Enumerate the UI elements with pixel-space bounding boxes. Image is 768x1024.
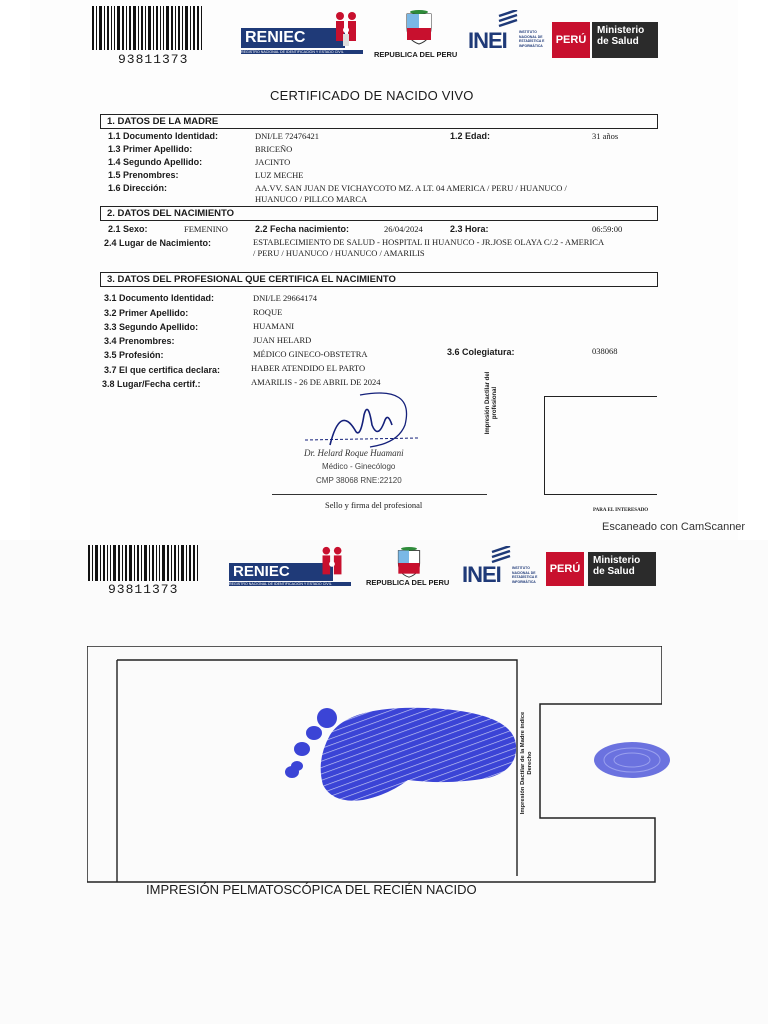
lugar-nacimiento-value-1: ESTABLECIMIENTO DE SALUD - HOSPITAL II HUANUCO - JR.JOSE OLAYA C/.2 - AMERICA (253, 237, 605, 247)
section-profesional-header: 3. DATOS DEL PROFESIONAL QUE CERTIFICA EL NACIMIENTO (100, 272, 658, 287)
prof-pren-value: JUAN HELARD (253, 335, 312, 345)
madre-doc-label: 1.1 Documento Identidad: (108, 131, 219, 141)
madre-ap1-value: BRICEÑO (255, 144, 293, 154)
reniec-logo (241, 10, 363, 58)
ministerio-de-salud: Ministerio de Salud (592, 22, 658, 58)
inei-logo: INEI (468, 28, 507, 53)
family-icon (317, 545, 347, 581)
madre-pren-label: 1.5 Prenombres: (108, 170, 179, 180)
impresion-dactilar-madre-label: Impresión Dactilar de la Madre índice Derecho (520, 711, 533, 815)
page-title: CERTIFICADO DE NACIDO VIVO (270, 88, 474, 103)
barcode (92, 6, 204, 50)
colegiatura-value: 038068 (592, 346, 618, 356)
reniec-subtitle-page-2: REGISTRO NACIONAL DE IDENTIFICACIÓN Y ESTADO CIVIL (229, 582, 351, 586)
inei-lines-icon (490, 546, 512, 569)
madre-ap1-label: 1.3 Primer Apellido: (108, 144, 193, 154)
para-el-interesado: PARA EL INTERESADO (593, 508, 649, 513)
barcode-number-page-2: 93811373 (108, 582, 179, 597)
newborn-footprint (278, 700, 518, 815)
lugar-nacimiento-value-2: / PERU / HUANUCO / HUANUCO / AMARILIS (253, 248, 425, 258)
pelmatoscopica-title: IMPRESIÓN PELMATOSCÓPICA DEL RECIÉN NACIDO (146, 882, 477, 897)
madre-ap2-value: JACINTO (255, 157, 291, 167)
certifica-label: 3.7 El que certifica declara: (104, 365, 221, 375)
fecha-nacimiento-value: 26/04/2024 (384, 224, 423, 234)
prof-ap2-value: HUAMANI (253, 321, 295, 331)
reniec-subtitle: REGISTRO NACIONAL DE IDENTIFICACIÓN Y ESTADO CIVIL (241, 50, 363, 54)
republica-del-peru-label: REPUBLICA DEL PERU (374, 50, 458, 59)
certifica-value: HABER ATENDIDO EL PARTO (251, 363, 366, 373)
camscanner-label: Escaneado con CamScanner (602, 521, 746, 533)
stamp-title: Médico - Ginecólogo (322, 462, 396, 471)
reniec-wordmark-page-2: RENIEC (229, 563, 333, 581)
prof-doc-label: 3.1 Documento Identidad: (104, 293, 215, 303)
ministerio-de-salud-page-2: Ministerio de Salud (588, 552, 656, 586)
lugar-nacimiento-label: 2.4 Lugar de Nacimiento: (104, 238, 212, 248)
sexo-label: 2.1 Sexo: (108, 224, 148, 234)
hora-label: 2.3 Hora: (450, 224, 489, 234)
profesion-label: 3.5 Profesión: (104, 350, 164, 360)
stamp-cmp: CMP 38068 RNE:22120 (316, 476, 402, 485)
lugar-fecha-value: AMARILIS - 26 DE ABRIL DE 2024 (251, 377, 381, 387)
madre-edad-label: 1.2 Edad: (450, 131, 491, 141)
reniec-wordmark: RENIEC (241, 28, 345, 48)
family-icon (331, 10, 361, 48)
inei-lines-icon (497, 10, 519, 33)
prof-pren-label: 3.4 Prenombres: (104, 336, 175, 346)
madre-edad-value: 31 años (592, 131, 619, 141)
madre-dir-value-1: AA.VV. SAN JUAN DE VICHAYCOTO MZ. A LT. 04 AMERICA / PERU / HUANUCO / (255, 183, 567, 193)
stamp-name: Dr. Helard Roque Huamani (304, 448, 404, 458)
inei-logo-page-2: INEI (462, 562, 501, 587)
mother-fingerprint (592, 736, 674, 787)
profesion-value: MÉDICO GINECO-OBSTETRA (253, 349, 368, 359)
reniec-logo-page-2 (229, 545, 351, 589)
signature-line (272, 494, 487, 495)
peru-brand: PERÚ (552, 22, 590, 58)
madre-dir-label: 1.6 Dirección: (108, 183, 168, 193)
madre-pren-value: LUZ MECHE (255, 170, 304, 180)
prof-doc-value: DNI/LE 29664174 (253, 293, 317, 303)
prof-ap2-label: 3.3 Segundo Apellido: (104, 322, 199, 332)
madre-ap2-label: 1.4 Segundo Apellido: (108, 157, 203, 167)
peru-brand-page-2: PERÚ (546, 552, 584, 586)
republica-del-peru-label-page-2: REPUBLICA DEL PERU (366, 578, 450, 587)
impresion-dactilar-profesional-label: Impresión Dactilar del profesional (485, 371, 498, 435)
barcode-page-2 (88, 545, 200, 581)
sello-firma-label: Sello y firma del profesional (325, 500, 423, 510)
section-nacimiento-header: 2. DATOS DEL NACIMIENTO (100, 206, 658, 221)
prof-ap1-label: 3.2 Primer Apellido: (104, 308, 189, 318)
lugar-fecha-label: 3.8 Lugar/Fecha certif.: (102, 379, 201, 389)
fecha-nacimiento-label: 2.2 Fecha nacimiento: (255, 224, 350, 234)
madre-dir-value-2: HUANUCO / PILLCO MARCA (255, 194, 368, 204)
prof-ap1-value: ROQUE (253, 307, 283, 317)
fingerprint-box-profesional (544, 396, 657, 495)
section-madre-header: 1. DATOS DE LA MADRE (100, 114, 658, 129)
inei-subtitle-page-2: INSTITUTO NACIONAL DE ESTADÍSTICA E INFORMÁTICA (512, 566, 538, 584)
madre-doc-value: DNI/LE 72476421 (255, 131, 319, 141)
colegiatura-label: 3.6 Colegiatura: (447, 347, 515, 357)
peru-coat-of-arms-icon (404, 10, 434, 51)
barcode-number: 93811373 (118, 52, 189, 67)
inei-subtitle: INSTITUTO NACIONAL DE ESTADÍSTICA E INFORMÁTICA (519, 30, 545, 48)
hora-value: 06:59:00 (592, 224, 623, 234)
sexo-value: FEMENINO (184, 224, 228, 234)
